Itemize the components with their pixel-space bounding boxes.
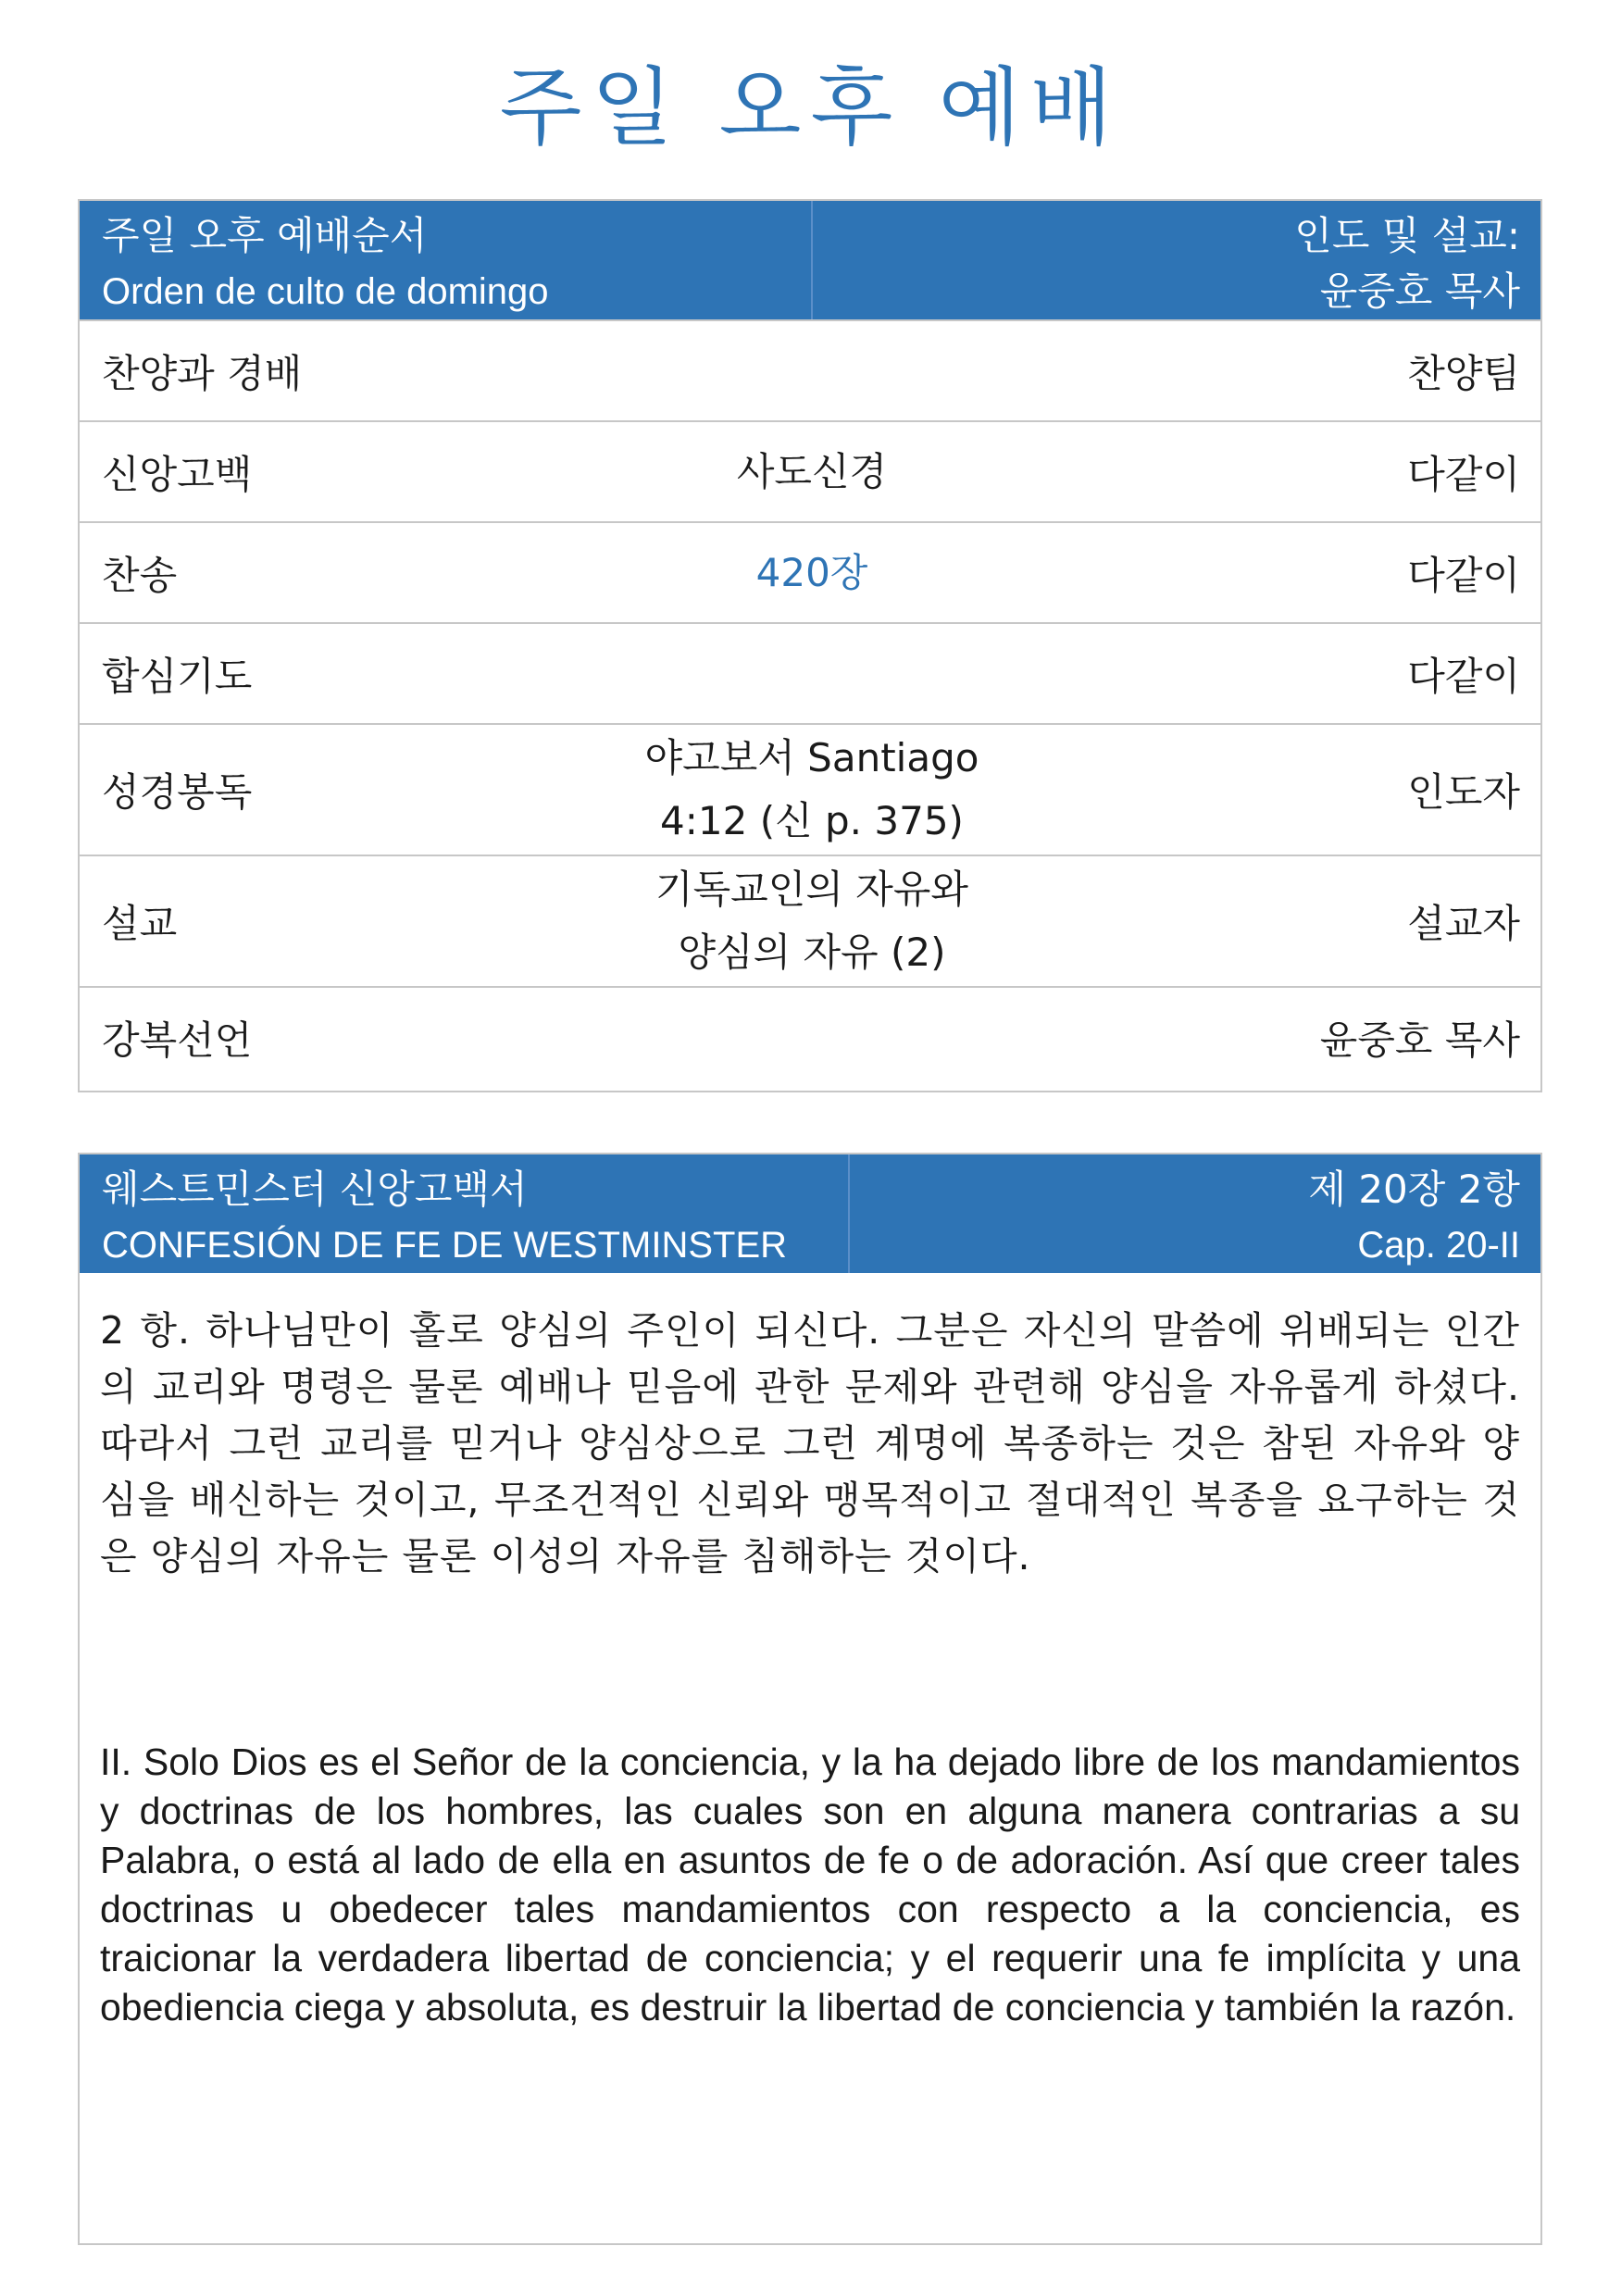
order-row-hymn (80, 521, 1540, 622)
order-row-sermon (80, 855, 1540, 986)
confession-text-korean: 2 항. 하나님만이 홀로 양심의 주인이 되신다. 그분은 자신의 말씀에 위배되는 인간의 교리와 명령은 물론 예배나 믿음에 관한 문제와 관련해 양심을 자유롭게 하셨다. 따라서 그런 교리를 믿거나 양심상으로 그런 계명에 복종하는 것은 참된 자유와 양심을 배신하는 것이고, 무조건적인 신뢰와 맹목적이고 절대적인 복종을 요구하는 것은 양심의 자유는 물론 이성의 자유를 침해하는 것이다. (100, 1308, 1520, 1578)
order-row-benediction (80, 986, 1540, 1087)
order-title-ko: 주일 오후 예배순서 (102, 213, 428, 258)
order-detail (542, 422, 1081, 521)
order-item: 찬송 (102, 552, 178, 598)
order-detail-line: 기독교인의 자유와 (655, 867, 968, 912)
hymn-number: 420장 (755, 549, 868, 595)
order-title-es: Orden de culto de domingo (102, 271, 549, 312)
leader-label: 인도 및 설교: (1294, 213, 1520, 258)
order-row-praise (80, 319, 1540, 420)
order-item: 설교 (102, 901, 178, 946)
header-divider (811, 201, 813, 319)
order-header (80, 201, 1540, 319)
order-detail (542, 523, 1081, 622)
order-row-creed (80, 420, 1540, 521)
order-item: 신앙고백 (102, 451, 253, 497)
order-item: 강복선언 (102, 1017, 253, 1063)
confession-box (78, 1153, 1542, 2245)
confession-title-ko: 웨스트민스터 신앙고백서 (102, 1167, 528, 1212)
confession-ref-es: Cap. 20-II (1357, 1225, 1520, 1266)
confession-header-ref (1308, 1162, 1520, 1273)
order-item: 합심기도 (102, 653, 253, 699)
order-who: 윤중호 목사 (1319, 1017, 1520, 1063)
order-detail-line: 야고보서 Santiago (644, 735, 979, 780)
header-divider (848, 1154, 850, 1273)
order-detail (542, 725, 1081, 855)
order-item: 성경봉독 (102, 769, 253, 815)
order-who: 다같이 (1407, 653, 1520, 699)
order-detail-line: 4:12 (신 p. 375) (660, 798, 964, 843)
order-header-leader (1294, 208, 1520, 319)
order-who: 인도자 (1407, 769, 1520, 815)
order-detail-line: 양심의 자유 (2) (678, 930, 946, 975)
order-detail (542, 856, 1081, 986)
confession-title-es: CONFESIÓN DE FE DE WESTMINSTER (102, 1225, 788, 1266)
order-who: 다같이 (1407, 451, 1520, 497)
order-header-title (102, 208, 549, 319)
order-who: 찬양팀 (1407, 350, 1520, 396)
order-row-scripture (80, 723, 1540, 855)
order-who: 다같이 (1407, 552, 1520, 598)
order-row-prayer (80, 622, 1540, 723)
order-item: 찬양과 경배 (102, 350, 303, 396)
confession-ref-ko: 제 20장 2항 (1308, 1167, 1520, 1212)
confession-header-title (102, 1162, 787, 1273)
order-of-worship-table (78, 199, 1542, 1092)
leader-name: 윤중호 목사 (1319, 268, 1520, 314)
order-who: 설교자 (1407, 901, 1520, 946)
page-title: 주일 오후 예배 (499, 58, 1122, 157)
order-detail-line: 사도신경 (736, 448, 888, 494)
confession-header (80, 1154, 1540, 1273)
confession-text-spanish: II. Solo Dios es el Señor de la conciencia, y la ha dejado libre de los mandamientos y doctrinas de los hombres, las cuales son en alguna manera contrarias a su Palabra, o está al lado de ella en asuntos de fe o de adoración. Así que creer tales doctrinas u obedecer tales mandamientos con respecto a la conciencia, es traicionar la verdadera libertad de conciencia; y el requerir una fe implícita y una obediencia ciega y absoluta, es destruir la libertad de conciencia y también la razón. (100, 1741, 1520, 2028)
